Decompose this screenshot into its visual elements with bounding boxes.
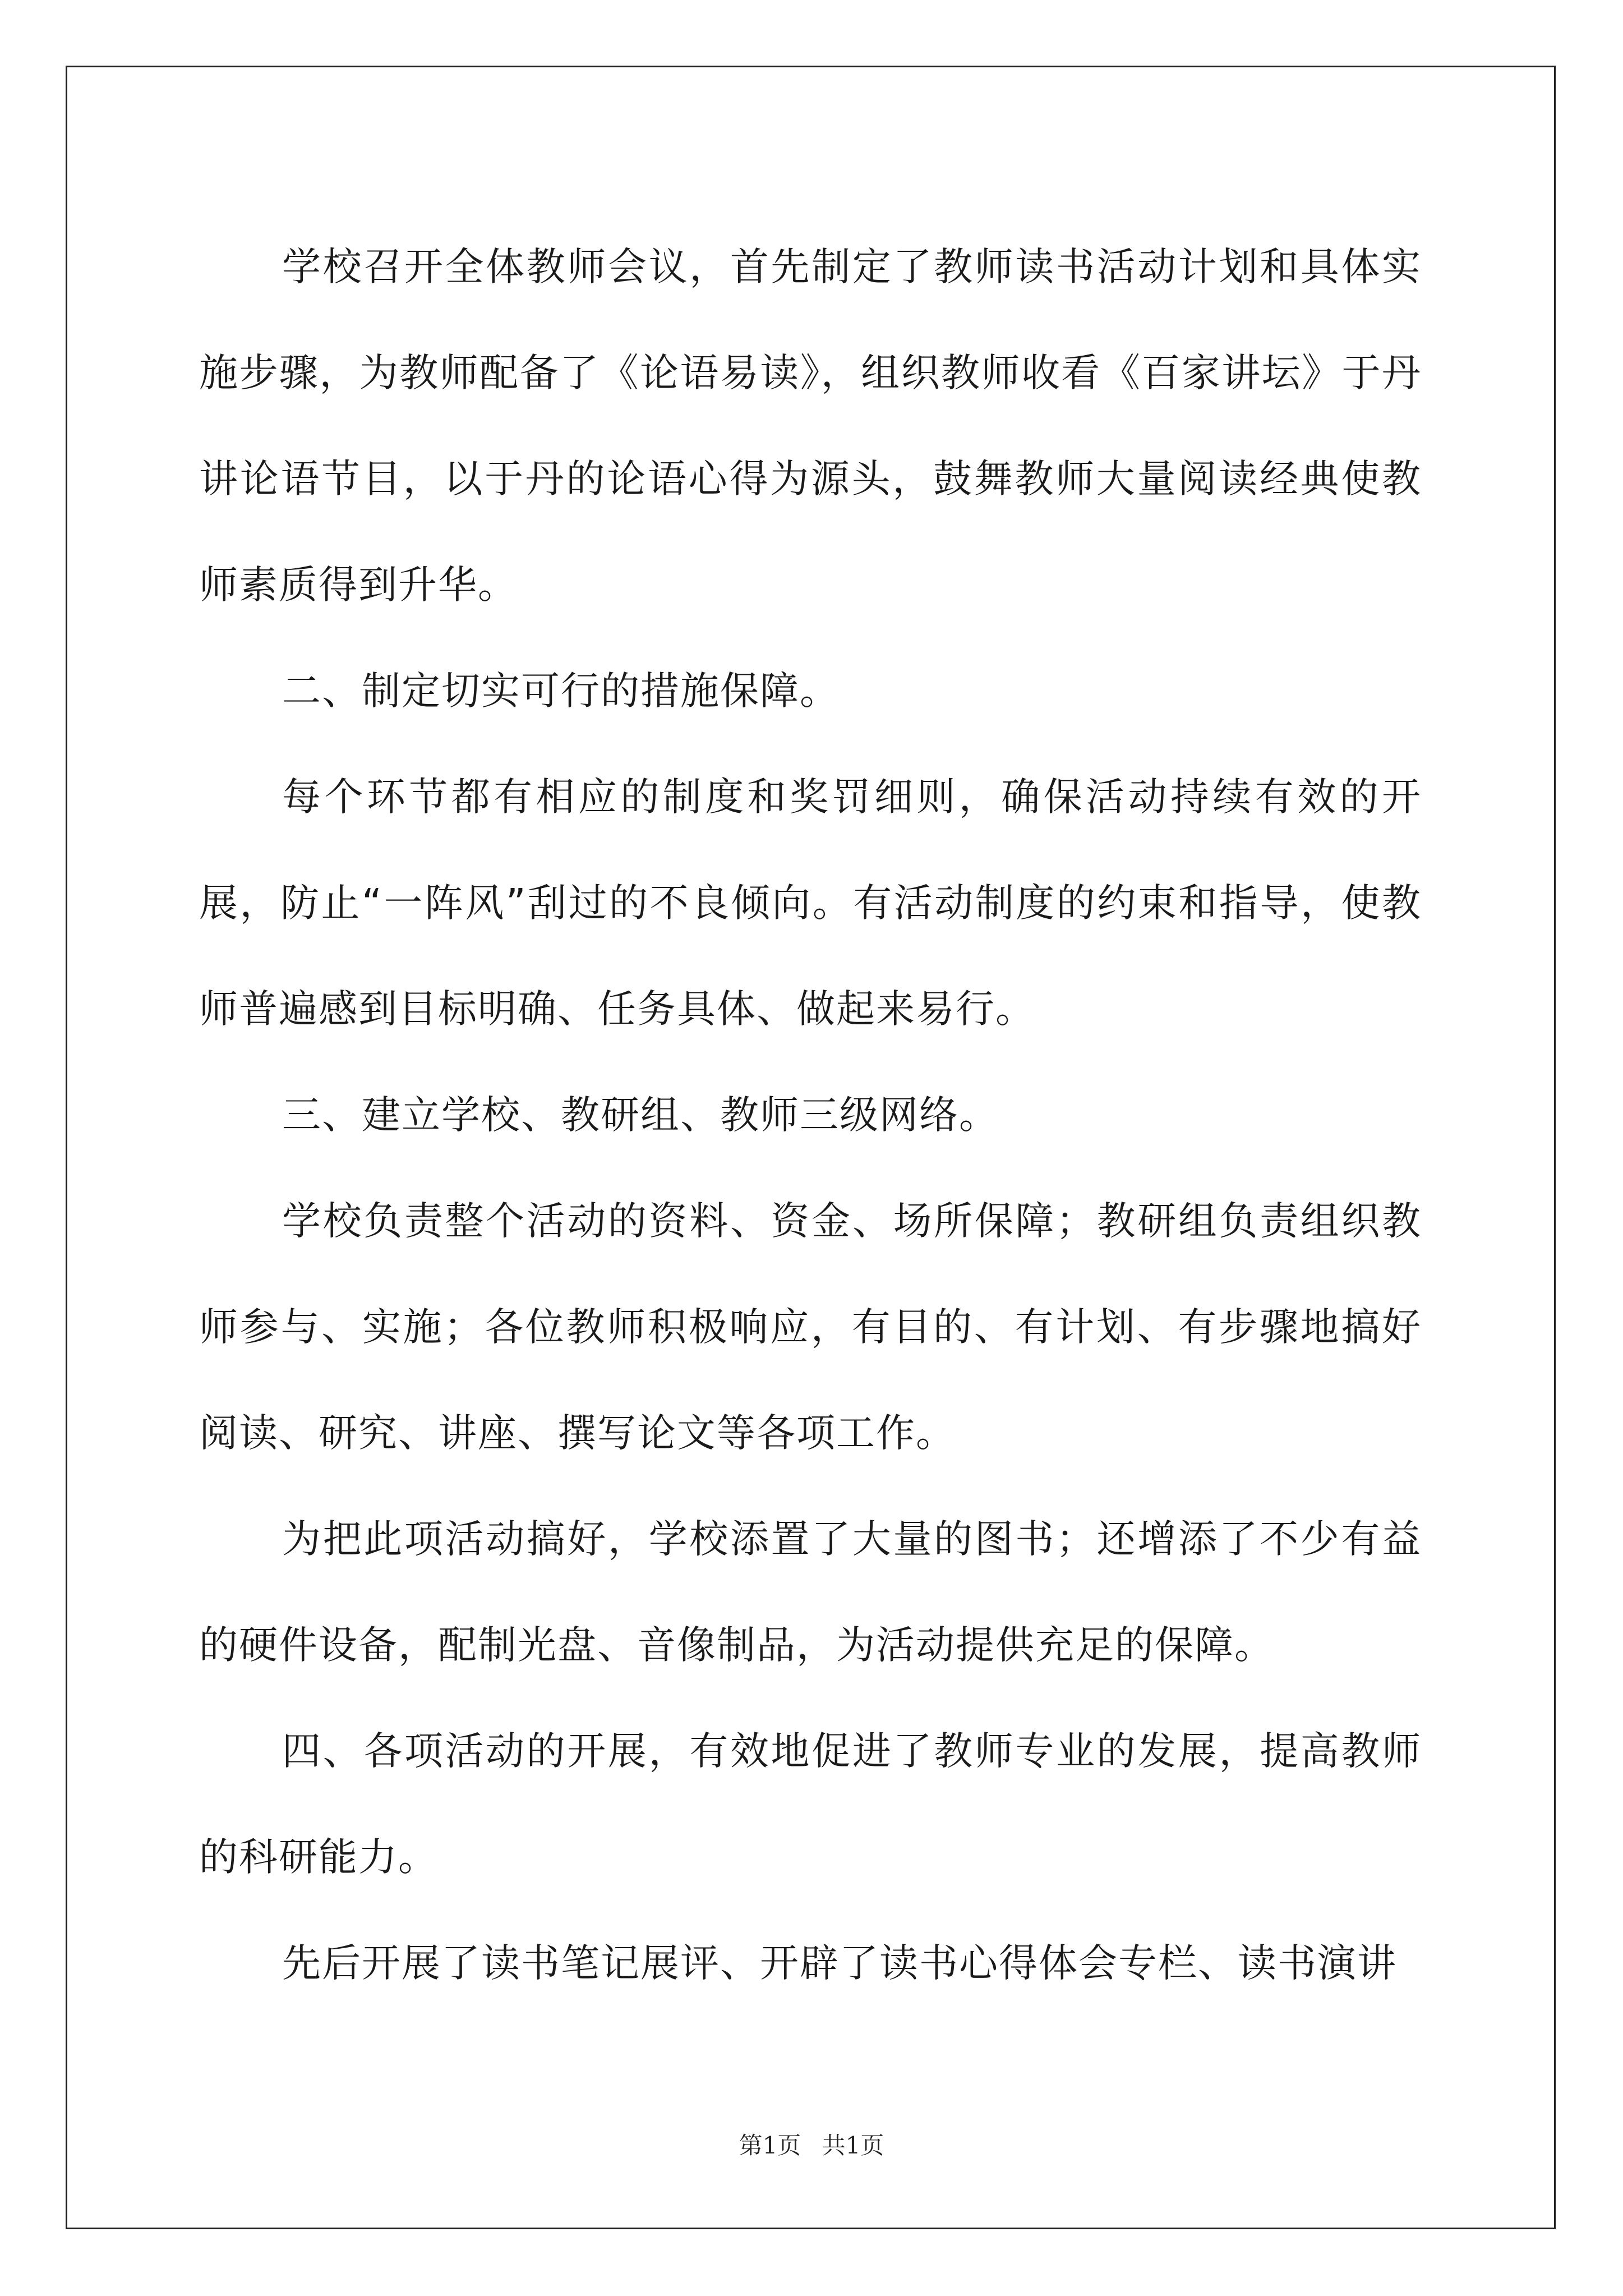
page-footer <box>0 2127 1623 2161</box>
heading-7: 四、各项活动的开展，有效地促进了教师专业的发展，提高教师的科研能力。 <box>199 1729 1422 1880</box>
paragraph-6: 为把此项活动搞好，学校添置了大量的图书；还增添了不少有益的硬件设备，配制光盘、音像制品，为活动提供充足的保障。 <box>199 1517 1422 1668</box>
page-number-total: 共1页 <box>822 2132 884 2159</box>
page-number-current: 第1页 <box>739 2132 801 2159</box>
paragraph-1: 学校召开全体教师会议，首先制定了教师读书活动计划和具体实施步骤，为教师配备了《论语易读》，组织教师收看《百家讲坛》于丹讲论语节目，以于丹的论语心得为源头，鼓舞教师大量阅读经典使教师素质得到升华。 <box>199 245 1422 608</box>
paragraph-8: 先后开展了读书笔记展评、开辟了读书心得体会专栏、读书演讲 <box>282 1941 1397 1986</box>
heading-4: 三、建立学校、教研组、教师三级网络。 <box>282 1093 999 1138</box>
paragraph-5: 学校负责整个活动的资料、资金、场所保障；教研组负责组织教师参与、实施；各位教师积极响应，有目的、有计划、有步骤地搞好阅读、研究、讲座、撰写论文等各项工作。 <box>199 1199 1422 1456</box>
heading-2: 二、制定切实可行的措施保障。 <box>282 669 840 714</box>
document-body <box>199 214 1422 2017</box>
paragraph-3: 每个环节都有相应的制度和奖罚细则，确保活动持续有效的开展，防止“一阵风”刮过的不良倾向。有活动制度的约束和指导，使教师普遍感到目标明确、任务具体、做起来易行。 <box>199 775 1422 1032</box>
